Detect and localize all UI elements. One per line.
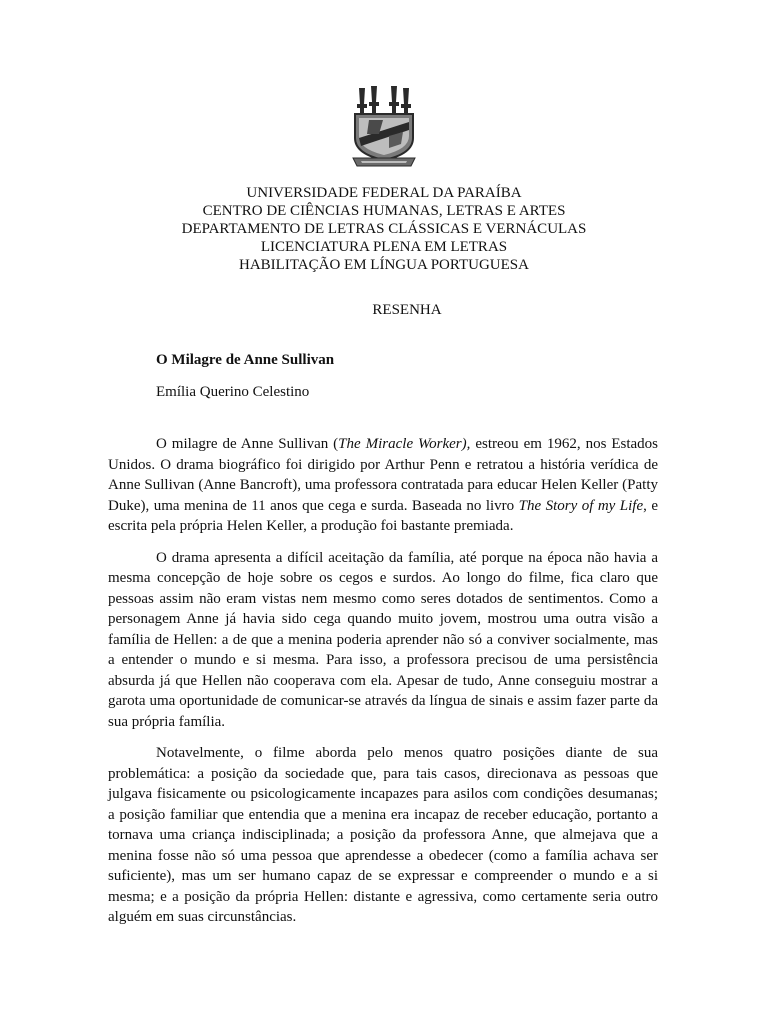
paragraph-1-film-title: The Miracle Worker),: [338, 436, 471, 452]
header-line-course: LICENCIATURA PLENA EM LETRAS: [260, 239, 508, 255]
header-line-university: UNIVERSIDADE FEDERAL DA PARAÍBA: [246, 185, 522, 201]
header-line-center: CENTRO DE CIÊNCIAS HUMANAS, LETRAS E ARTES: [202, 203, 566, 219]
institution-header: [0, 184, 768, 274]
paragraph-1-text-a: O milagre de Anne Sullivan (: [156, 436, 339, 452]
university-seal-icon: [349, 86, 419, 168]
review-author: Emília Querino Celestino: [156, 384, 310, 400]
paragraph-2: O drama apresenta a difícil aceitação da família, até porque na época não havia a mesma concepção de hoje sobre os cegos e surdos. Ao longo do filme, fica claro que pessoas assim não eram vistas nem mesmo como seres dotados de sentimentos. Como a personagem Anne já havia sido cega quando muito jovem, mostrou uma outra visão a família de Hellen: a de que a menina poderia aprender não só a conviver socialmente, mas a entender o mundo e si mesma. Para isso, a professora precisou de uma persistência absurda já que Hellen não cooperava com ela. Apesar de tudo, Anne conseguiu mostrar a garota uma oportunidade de comunicar-se através da língua de sinais e assim fazer parte da sua própria família.: [108, 549, 658, 730]
header-line-department: DEPARTAMENTO DE LETRAS CLÁSSICAS E VERNÁCULAS: [181, 221, 587, 237]
paragraph-1-book-title: The Story of my Life: [518, 497, 644, 514]
review-title: O Milagre de Anne Sullivan: [156, 352, 335, 368]
paragraph-1-text-c: estreou em 1962, nos Estados Unidos. O drama biográfico foi dirigido por Arthur Penn e retratou a história verídica de Anne Sullivan (Anne Bancroft), uma professora contratada para educar Helen Keller (Patty Duke), uma menina de 11 anos que cega e surda. Baseada no livro: [108, 436, 659, 514]
paragraph-1-text-e: , e escrita pela própria Helen Keller, a produção foi bastante premiada.: [108, 497, 658, 534]
review-body: [108, 434, 658, 939]
paragraph-1: [108, 434, 658, 537]
paragraph-3: Notavelmente, o filme aborda pelo menos quatro posições diante de sua problemática: a posição da sociedade que, para tais casos, direcionava as pessoas que julgava fisicamente ou psicologicamente incapazes para asilos com condições desumanas; a posição familiar que entendia que a menina era incapaz de receber educação, portanto a tornava uma criança indisciplinada; a posição da professora Anne, que almejava que a menina fosse não só uma pessoa que aprendesse a obedecer (como a família achava ser suficiente), mas um ser humano capaz de se expressar e compreender o mundo e a si mesma; e a posição da própria Hellen: distante e agressiva, como certamente seria outro alguém em suas circunstâncias.: [108, 745, 658, 925]
document-type: RESENHA: [372, 302, 442, 318]
header-line-specialization: HABILITAÇÃO EM LÍNGUA PORTUGUESA: [239, 257, 529, 273]
